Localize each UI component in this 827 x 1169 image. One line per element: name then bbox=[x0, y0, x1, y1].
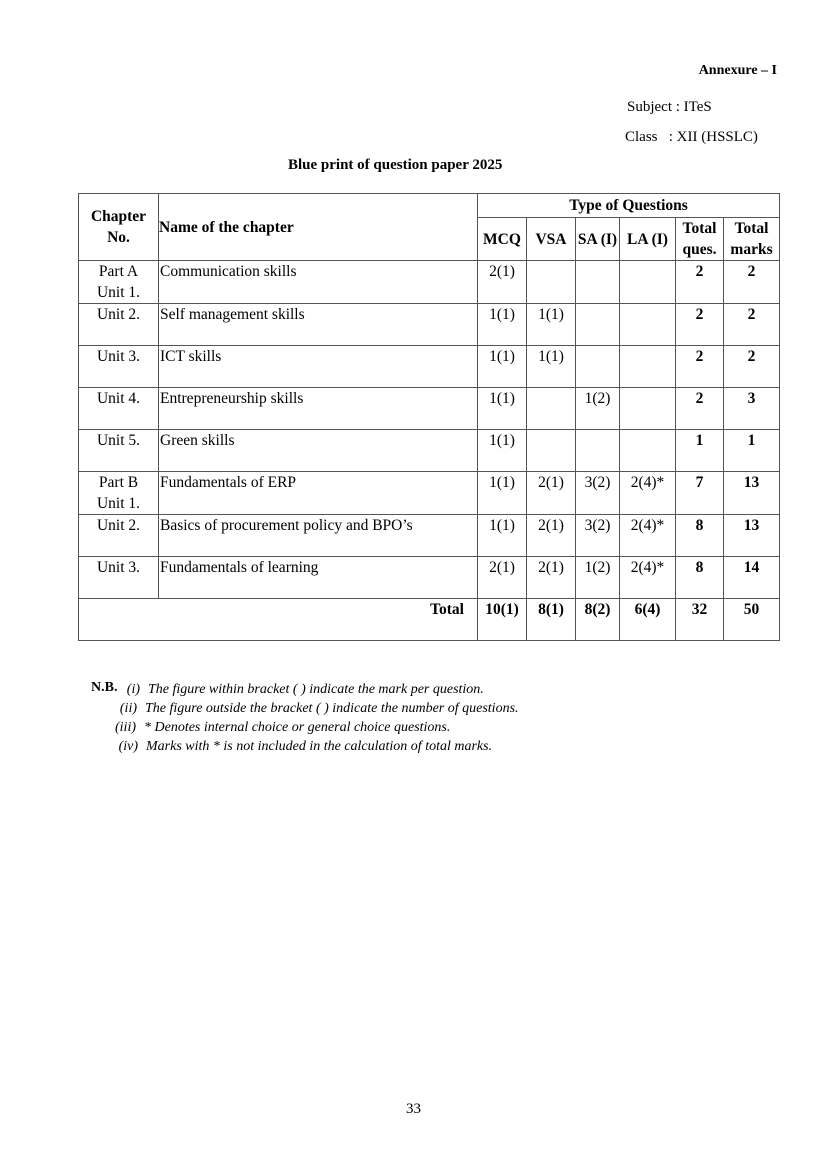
chapter-no-cell bbox=[79, 388, 159, 430]
annexure-label: Annexure – I bbox=[698, 63, 777, 78]
header-la: LA (I) bbox=[620, 218, 676, 261]
mcq-cell: 1(1) bbox=[478, 472, 527, 515]
header-vsa: VSA bbox=[527, 218, 576, 261]
chapter-name-cell: Basics of procurement policy and BPO’s bbox=[159, 515, 478, 557]
total-ques-cell: 2 bbox=[676, 388, 724, 430]
header-chapter-no: Chapter No. bbox=[79, 194, 159, 261]
note-text: The figure outside the bracket ( ) indicate the number of questions. bbox=[145, 701, 519, 716]
table-row bbox=[79, 388, 780, 430]
total-sa: 8(2) bbox=[576, 599, 620, 641]
la-cell bbox=[620, 346, 676, 388]
note-item bbox=[110, 682, 484, 698]
mcq-cell: 1(1) bbox=[478, 346, 527, 388]
table-header-row bbox=[79, 194, 780, 218]
chapter-no-line: Unit 1. bbox=[96, 495, 141, 512]
la-cell bbox=[620, 304, 676, 346]
la-cell: 2(4)* bbox=[620, 557, 676, 599]
table-row bbox=[79, 515, 780, 557]
total-marks-cell: 3 bbox=[724, 388, 780, 430]
chapter-name-cell: Entrepreneurship skills bbox=[159, 388, 478, 430]
mcq-cell: 2(1) bbox=[478, 261, 527, 304]
table-row bbox=[79, 304, 780, 346]
header-total-marks: Total marks bbox=[724, 218, 780, 261]
note-number: (i) bbox=[126, 682, 140, 697]
chapter-no-line: Part B bbox=[98, 474, 139, 491]
total-ques-cell: 7 bbox=[676, 472, 724, 515]
sa-cell: 1(2) bbox=[576, 557, 620, 599]
note-item bbox=[106, 720, 450, 736]
sa-cell bbox=[576, 261, 620, 304]
note-text: * Denotes internal choice or general choice questions. bbox=[144, 720, 451, 735]
total-mcq: 10(1) bbox=[478, 599, 527, 641]
la-cell: 2(4)* bbox=[620, 472, 676, 515]
chapter-no-cell bbox=[79, 346, 159, 388]
total-marks-cell: 13 bbox=[724, 472, 780, 515]
sa-cell bbox=[576, 304, 620, 346]
chapter-no-cell bbox=[79, 261, 159, 304]
vsa-cell: 2(1) bbox=[527, 472, 576, 515]
la-cell bbox=[620, 430, 676, 472]
chapter-name-cell: Fundamentals of ERP bbox=[159, 472, 478, 515]
mcq-cell: 1(1) bbox=[478, 515, 527, 557]
note-text: Marks with * is not included in the calculation of total marks. bbox=[146, 739, 493, 754]
total-ques-cell: 2 bbox=[676, 261, 724, 304]
chapter-name-cell: Self management skills bbox=[159, 304, 478, 346]
total-ques-cell: 8 bbox=[676, 557, 724, 599]
note-item bbox=[108, 739, 492, 755]
total-marks-cell: 1 bbox=[724, 430, 780, 472]
note-number: (ii) bbox=[119, 701, 137, 716]
chapter-no-cell bbox=[79, 515, 159, 557]
total-marks-cell: 13 bbox=[724, 515, 780, 557]
total-ques-cell: 2 bbox=[676, 346, 724, 388]
total-la: 6(4) bbox=[620, 599, 676, 641]
page-number: 33 bbox=[406, 1101, 421, 1117]
total-label: Total bbox=[79, 599, 478, 641]
sa-cell: 3(2) bbox=[576, 472, 620, 515]
note-number: (iv) bbox=[118, 739, 138, 754]
chapter-no-cell bbox=[79, 430, 159, 472]
vsa-cell: 1(1) bbox=[527, 304, 576, 346]
chapter-no-line: Unit 4. bbox=[96, 390, 141, 407]
header-sa: SA (I) bbox=[576, 218, 620, 261]
header-total-ques: Total ques. bbox=[676, 218, 724, 261]
sa-cell: 1(2) bbox=[576, 388, 620, 430]
class-line: Class : XII (HSSLC) bbox=[625, 129, 758, 145]
total-marks-cell: 2 bbox=[724, 304, 780, 346]
total-ques: 32 bbox=[676, 599, 724, 641]
note-number: (iii) bbox=[115, 720, 136, 735]
sa-cell bbox=[576, 430, 620, 472]
vsa-cell bbox=[527, 261, 576, 304]
mcq-cell: 2(1) bbox=[478, 557, 527, 599]
chapter-name-cell: Communication skills bbox=[159, 261, 478, 304]
mcq-cell: 1(1) bbox=[478, 388, 527, 430]
chapter-no-line: Unit 5. bbox=[96, 432, 141, 449]
total-ques-cell: 8 bbox=[676, 515, 724, 557]
total-marks: 50 bbox=[724, 599, 780, 641]
la-cell bbox=[620, 388, 676, 430]
page-title: Blue print of question paper 2025 bbox=[288, 157, 503, 173]
note-item bbox=[107, 701, 519, 717]
header-chapter-name: Name of the chapter bbox=[159, 194, 478, 261]
notes-label: N.B. bbox=[91, 680, 118, 695]
chapter-no-cell bbox=[79, 472, 159, 515]
sa-cell: 3(2) bbox=[576, 515, 620, 557]
blueprint-table bbox=[78, 193, 780, 641]
mcq-cell: 1(1) bbox=[478, 430, 527, 472]
vsa-cell bbox=[527, 430, 576, 472]
vsa-cell: 1(1) bbox=[527, 346, 576, 388]
chapter-no-line: Part A bbox=[98, 263, 139, 280]
total-row bbox=[79, 599, 780, 641]
vsa-cell bbox=[527, 388, 576, 430]
la-cell bbox=[620, 261, 676, 304]
header-mcq: MCQ bbox=[478, 218, 527, 261]
la-cell: 2(4)* bbox=[620, 515, 676, 557]
sa-cell bbox=[576, 346, 620, 388]
table-row bbox=[79, 430, 780, 472]
vsa-cell: 2(1) bbox=[527, 515, 576, 557]
chapter-no-line: Unit 2. bbox=[96, 306, 141, 323]
chapter-name-cell: Green skills bbox=[159, 430, 478, 472]
header-type-of-questions: Type of Questions bbox=[478, 194, 780, 218]
total-ques-cell: 2 bbox=[676, 304, 724, 346]
table-row bbox=[79, 261, 780, 304]
total-ques-cell: 1 bbox=[676, 430, 724, 472]
total-marks-cell: 2 bbox=[724, 346, 780, 388]
chapter-no-cell bbox=[79, 304, 159, 346]
table-row bbox=[79, 472, 780, 515]
total-marks-cell: 2 bbox=[724, 261, 780, 304]
total-vsa: 8(1) bbox=[527, 599, 576, 641]
chapter-no-line: Unit 3. bbox=[96, 559, 141, 576]
chapter-no-line: Unit 3. bbox=[96, 348, 141, 365]
chapter-no-line: Unit 2. bbox=[96, 517, 141, 534]
chapter-name-cell: ICT skills bbox=[159, 346, 478, 388]
vsa-cell: 2(1) bbox=[527, 557, 576, 599]
chapter-no-line: Unit 1. bbox=[96, 284, 141, 301]
chapter-no-cell bbox=[79, 557, 159, 599]
total-marks-cell: 14 bbox=[724, 557, 780, 599]
table-row bbox=[79, 557, 780, 599]
subject-line: Subject : ITeS bbox=[627, 99, 712, 115]
table-row bbox=[79, 346, 780, 388]
mcq-cell: 1(1) bbox=[478, 304, 527, 346]
note-text: The figure within bracket ( ) indicate the mark per question. bbox=[148, 682, 484, 697]
chapter-name-cell: Fundamentals of learning bbox=[159, 557, 478, 599]
